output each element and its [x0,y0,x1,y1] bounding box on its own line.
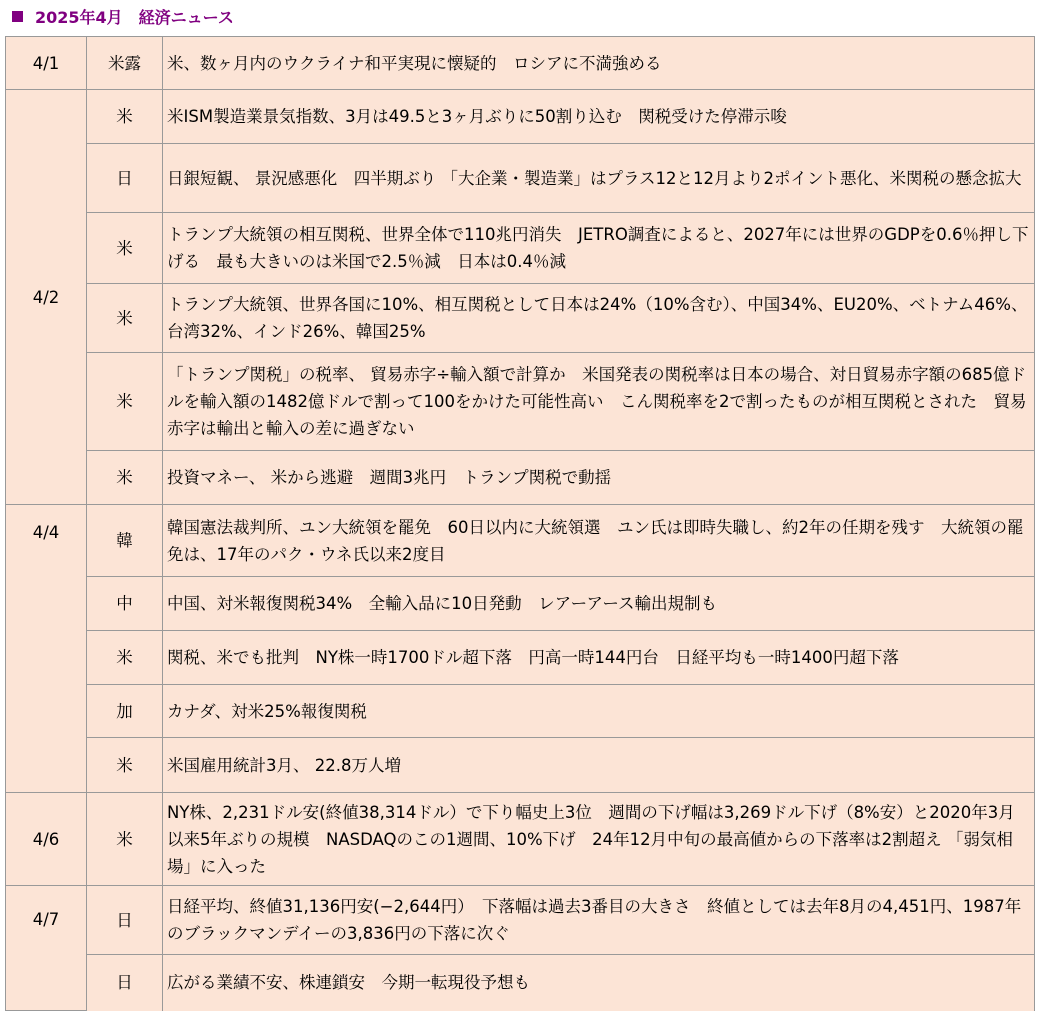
news-text-cell: 日銀短観、 景況感悪化 四半期ぶり 「大企業・製造業」はプラス12と12月より2ポイント悪化、米関税の懸念拡大 [163,144,1035,213]
news-text-cell: 韓国憲法裁判所、ユン大統領を罷免 60日以内に大統領選 ユン氏は即時失職し、約2年の任期を残す 大統領の罷免は、17年のパク・ウネ氏以来2度目 [163,505,1035,577]
date-cell: 4/7 [6,886,87,1011]
country-cell: 米 [87,213,163,284]
news-text-cell: トランプ大統領の相互関税、世界全体で110兆円消失 JETRO調査によると、2027年には世界のGDPを0.6％押し下げる 最も大きいのは米国で2.5％減 日本は0.4％減 [163,213,1035,284]
country-cell: 日 [87,955,163,1011]
country-cell: 日 [87,144,163,213]
table-row [6,631,1035,685]
country-cell: 米 [87,738,163,793]
news-text-cell: 米、数ヶ月内のウクライナ和平実現に懐疑的 ロシアに不満強める [163,37,1035,90]
page-title: 2025年4月 経済ニュース [35,7,234,27]
news-text-cell: カナダ、対米25%報復関税 [163,685,1035,738]
table-row [6,505,1035,577]
country-cell: 加 [87,685,163,738]
table-row [6,886,1035,955]
country-cell: 米露 [87,37,163,90]
country-cell: 米 [87,631,163,685]
news-text-cell: トランプ大統領、世界各国に10%、相互関税として日本は24%（10%含む）、中国34%、EU20%、ベトナム46%、台湾32%、インド26%、韓国25% [163,284,1035,353]
table-row [6,685,1035,738]
date-cell: 4/6 [6,793,87,886]
news-text-cell: 米ISM製造業景気指数、3月は49.5と3ヶ月ぶりに50割り込む 関税受けた停滞示唆 [163,90,1035,144]
table-row [6,90,1035,144]
news-text-cell: NY株、2,231ドル安(終値38,314ドル）で下り幅史上3位 週間の下げ幅は3,269ドル下げ（8%安）と2020年3月以来5年ぶりの規模 NASDAQのこの1週間、10%下げ 24年12月中旬の最高値からの下落率は2割超え 「弱気相場」に入った [163,793,1035,886]
country-cell: 米 [87,284,163,353]
table-row [6,738,1035,793]
country-cell: 米 [87,451,163,505]
country-cell: 日 [87,886,163,955]
news-text-cell: 中国、対米報復関税34% 全輸入品に10日発動 レアーアース輸出規制も [163,577,1035,631]
news-text-cell: 広がる業績不安、株連鎖安 今期一転現役予想も [163,955,1035,1011]
date-cell: 4/2 [6,90,87,505]
table-row [6,577,1035,631]
country-cell: 米 [87,793,163,886]
table-row [6,144,1035,213]
date-cell: 4/1 [6,37,87,90]
news-text-cell: 日経平均、終値31,136円安(−2,644円） 下落幅は過去3番目の大きさ 終値としては去年8月の4,451円、1987年のブラックマンデイーの3,836円の下落に次ぐ [163,886,1035,955]
table-row [6,284,1035,353]
country-cell: 米 [87,353,163,451]
table-row [6,213,1035,284]
table-row [6,793,1035,886]
news-table [5,36,1035,1011]
square-bullet-icon [12,11,23,22]
news-text-cell: 関税、米でも批判 NY株一時1700ドル超下落 円高一時144円台 日経平均も一時1400円超下落 [163,631,1035,685]
table-row [6,955,1035,1011]
table-row [6,451,1035,505]
page-header [12,4,234,28]
news-text-cell: 米国雇用統計3月、 22.8万人増 [163,738,1035,793]
country-cell: 韓 [87,505,163,577]
news-text-cell: 「トランプ関税」の税率、 貿易赤字÷輸入額で計算か 米国発表の関税率は日本の場合、対日貿易赤字額の685億ドルを輸入額の1482億ドルで割って100をかけた可能性高い こん関税率を2で割ったものが相互関税とされた 貿易赤字は輸出と輸入の差に過ぎない [163,353,1035,451]
news-text-cell: 投資マネー、 米から逃避 週間3兆円 トランプ関税で動揺 [163,451,1035,505]
country-cell: 中 [87,577,163,631]
country-cell: 米 [87,90,163,144]
date-cell: 4/4 [6,505,87,793]
table-row [6,353,1035,451]
table-row [6,37,1035,90]
